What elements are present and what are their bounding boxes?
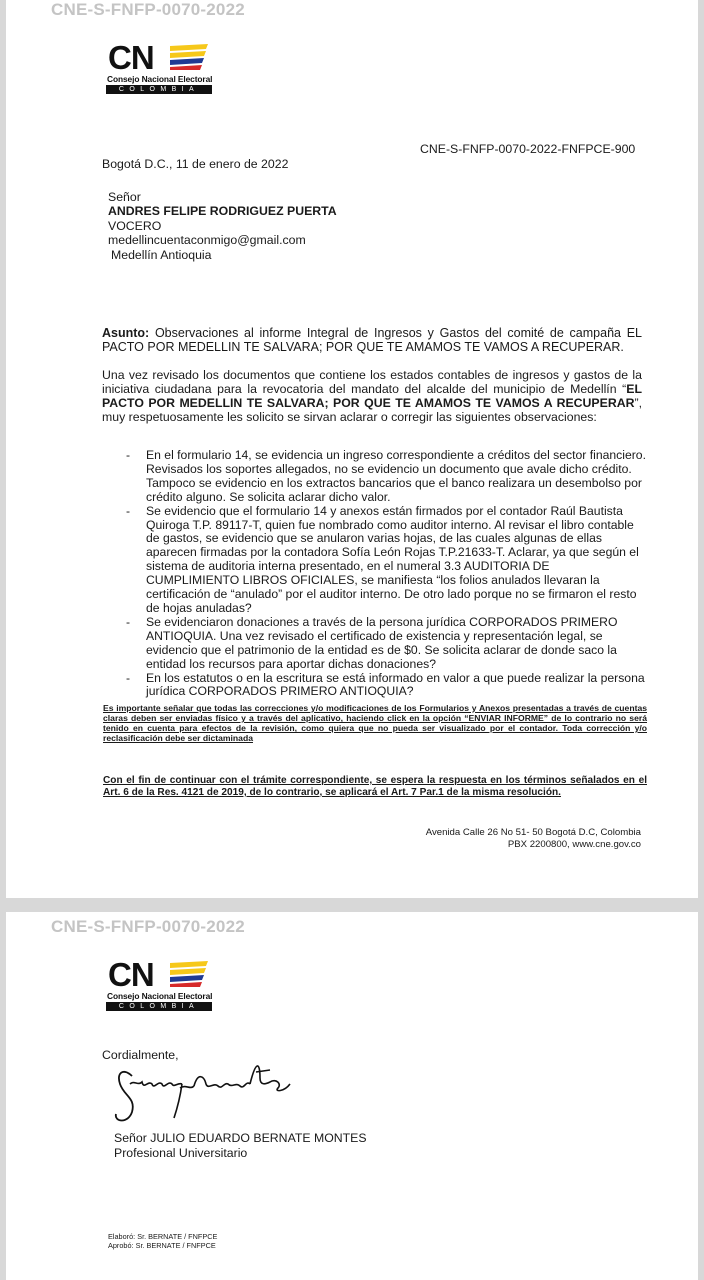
intro-text-end: ”, muy respetuosamente les solicito se sirvan aclarar o corregir las siguientes observaciones: <box>102 396 642 424</box>
subject-text: Observaciones al informe Integral de Ingresos y Gastos del comité de campaña EL PACTO POR MEDELLIN TE SALVARA; POR QUE TE AMAMOS TE VAMOS A RECUPERAR. <box>102 326 642 355</box>
prepared-by: Elaboró: Sr. BERNATE / FNFPCE <box>108 1232 218 1241</box>
subject-label: Asunto: <box>102 326 150 340</box>
cne-logo-letters: CN <box>108 39 154 76</box>
letter-page-1 <box>6 0 698 898</box>
approved-by: Aprobó: Sr. BERNATE / FNFPCE <box>108 1241 216 1250</box>
cne-logo-name: Consejo Nacional Electoral <box>107 991 213 1001</box>
signer-name: Señor JULIO EDUARDO BERNATE MONTES <box>114 1131 367 1145</box>
document-code-watermark: CNE-S-FNFP-0070-2022 <box>51 0 245 19</box>
reference-number: CNE-S-FNFP-0070-2022-FNFPCE-900 <box>420 142 636 156</box>
cne-logo-country: COLOMBIA <box>106 1002 212 1011</box>
cne-logo-name: Consejo Nacional Electoral <box>107 74 213 84</box>
signer-title: Profesional Universitario <box>114 1146 248 1160</box>
recipient-email: medellincuentaconmigo@gmail.com <box>108 233 306 247</box>
signature-image <box>110 1054 294 1128</box>
important-note: Es importante señalar que todas las correcciones y/o modificaciones de los Formularios y Anexos presentadas a través de cuentas claras deben ser enviadas físico y a través del aplicativo, haciendo click en la opción “ENVIAR INFORME” de lo contrario no será tenido en cuenta para efectos de la revisión, como quiera que no pueda ser visualizado por el contador. Toda corrección y/o reclasificación debe ser dictaminada <box>103 703 647 743</box>
footer-address <box>426 827 641 851</box>
intro-text-start: Una vez revisado los documentos que contiene los estados contables de ingresos y gastos de la iniciativa ciudadana para la revocatoria del mandato del alcalde del municipio de Medellín “ <box>102 368 642 396</box>
closing-note: Con el fin de continuar con el trámite correspondiente, se espera la respuesta en los términos señalados en el Art. 6 de la Res. 4121 de 2019, de lo contrario, se aplicará el Art. 7 Par.1 de la misma resolución. <box>103 775 647 798</box>
recipient-role: VOCERO <box>108 219 162 233</box>
footer-contact-line: PBX 2200800, www.cne.gov.co <box>507 839 641 850</box>
colombia-flag-icon <box>170 961 210 987</box>
colombia-flag-icon <box>170 44 210 70</box>
date-line: Bogotá D.C., 11 de enero de 2022 <box>102 157 289 171</box>
observation-item: - Se evidenciaron donaciones a través de la persona jurídica CORPORADOS PRIMERO ANTIOQUIA. Una vez revisado el certificado de existencia y representación legal, se evidencio que el patrimonio de la entidad es de $0. Se solicita aclarar de donde saco la entidad los recursos para aportar dichas donaciones? <box>124 616 646 672</box>
cne-logo <box>104 957 216 1013</box>
observation-item: - En el formulario 14, se evidencia un ingreso correspondiente a créditos del sector financiero. Revisados los soportes allegados, no se evidencio un documento que avale dicho crédito. Tampoco se evidencio en los extractos bancarios que el banco realizara un desembolso por crédito alguno. Se solicita aclarar dicho valor. <box>124 449 646 505</box>
recipient-salutation: Señor <box>108 190 141 204</box>
campaign-name: EL PACTO POR MEDELLIN TE SALVARA; POR QUE TE AMAMOS TE VAMOS A RECUPERAR <box>102 382 642 410</box>
cne-logo-country: COLOMBIA <box>106 85 212 94</box>
observation-item: - Se evidencio que el formulario 14 y anexos están firmados por el contador Raúl Bautista Quiroga T.P. 89117-T, quien fue nombrado como auditor interno. Al revisar el libro contable de gastos, se evidencio que se anularon varias hojas, de las cuales algunas de ellas aparecen firmadas por la contadora Sofía León Rojas T.P.21633-T. Aclarar, ya que según el sistema de auditoria interna presentado, en el numeral 3.3 AUDITORIA DE CUMPLIMIENTO LIBROS OFICIALES, se manifiesta “los folios anulados llevaran la certificación de “anulado” por el auditor interno. De otro lado porque no se firmaron el resto de hojas anuladas? <box>124 505 646 616</box>
observation-item: - En los estatutos o en la escritura se está informado en valor a que puede realizar la persona jurídica CORPORADOS PRIMERO ANTIOQUIA? <box>124 672 646 700</box>
recipient-city: Medellín Antioquia <box>111 248 212 262</box>
footer-address-line: Avenida Calle 26 No 51- 50 Bogotá D.C, Colombia <box>425 827 641 838</box>
subject <box>102 326 642 355</box>
document-code-watermark: CNE-S-FNFP-0070-2022 <box>51 917 245 936</box>
cne-logo-letters: CN <box>108 956 154 993</box>
recipient-name: ANDRES FELIPE RODRIGUEZ PUERTA <box>108 204 337 218</box>
letter-page-2 <box>6 912 698 1280</box>
observations-list <box>124 449 646 699</box>
cne-logo <box>104 40 216 96</box>
closing-salutation: Cordialmente, <box>102 1048 179 1062</box>
intro-paragraph <box>102 368 642 424</box>
